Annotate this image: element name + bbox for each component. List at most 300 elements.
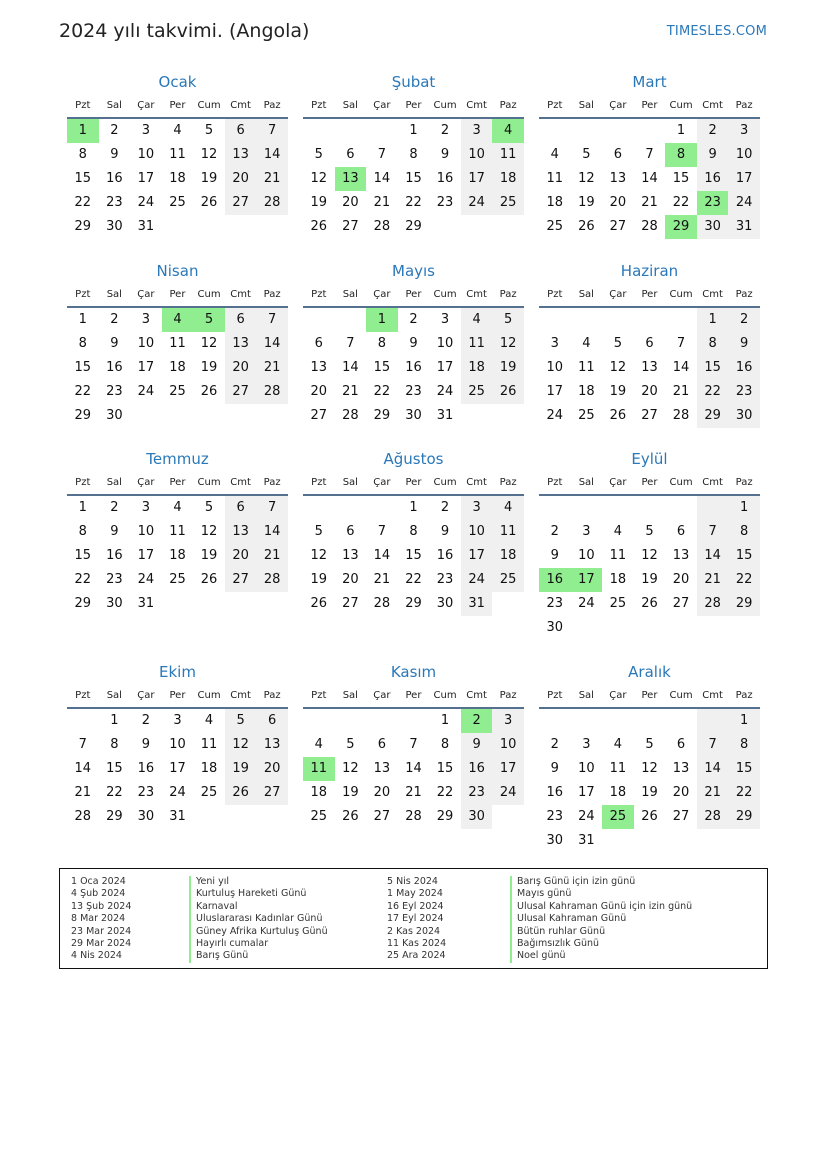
weekday-header xyxy=(303,94,524,119)
day-cell: 7 xyxy=(377,147,387,162)
day-cell: 4 xyxy=(613,524,623,539)
weekday-label: Pzt xyxy=(311,690,327,701)
day-cell: 23 xyxy=(546,809,564,824)
day-cell: 27 xyxy=(310,408,328,423)
day-cell: 25 xyxy=(200,785,218,800)
day-cell: 5 xyxy=(645,737,654,752)
day-cell: 21 xyxy=(256,356,288,380)
day-cell: 17 xyxy=(436,360,454,375)
weekday-label: Per xyxy=(169,289,186,300)
day-cell: 14 xyxy=(697,544,729,568)
day-cell: 14 xyxy=(256,143,288,167)
weekday-label: Sal xyxy=(106,690,122,701)
month-name: Aralık xyxy=(628,663,671,681)
day-cell: 19 xyxy=(641,572,658,587)
day-cell: 27 xyxy=(373,809,391,824)
day-cell: 31 xyxy=(137,596,155,611)
brand-link[interactable]: TIMESLES.COM xyxy=(666,24,767,39)
day-cell: 17 xyxy=(461,544,493,568)
day-grid xyxy=(67,308,288,428)
day-cell: 9 xyxy=(409,336,418,351)
holiday-legend xyxy=(59,868,768,969)
weekday-label: Cum xyxy=(197,289,221,300)
day-cell: 30 xyxy=(697,215,729,239)
legend-holiday-name: Yeni yıl xyxy=(189,876,328,888)
empty-cell xyxy=(303,308,335,332)
day-grid xyxy=(539,308,760,428)
day-cell: 14 xyxy=(405,761,422,776)
day-cell: 12 xyxy=(310,548,328,563)
month-name: Ocak xyxy=(158,73,197,91)
empty-cell xyxy=(539,496,571,520)
day-cell: 12 xyxy=(342,761,359,776)
weekday-label: Paz xyxy=(499,477,517,488)
day-cell: 26 xyxy=(310,219,328,234)
day-cell: 9 xyxy=(550,548,559,563)
weekday-label: Per xyxy=(405,690,422,701)
day-cell: 19 xyxy=(200,171,218,186)
day-cell: 24 xyxy=(728,191,760,215)
day-cell: 26 xyxy=(578,219,595,234)
day-cell: 7 xyxy=(256,119,288,143)
day-cell: 5 xyxy=(314,147,323,162)
day-cell: 6 xyxy=(346,147,355,162)
day-cell: 25 xyxy=(546,219,564,234)
day-cell: 10 xyxy=(728,143,760,167)
weekday-label: Çar xyxy=(609,477,627,488)
day-cell: 24 xyxy=(137,384,155,399)
day-cell: 8 xyxy=(697,332,729,356)
day-cell: 30 xyxy=(106,219,123,234)
day-cell: 4 xyxy=(582,336,591,351)
legend-date: 17 Eyl 2024 xyxy=(387,913,444,925)
day-cell: 23 xyxy=(106,384,123,399)
day-cell: 20 xyxy=(672,785,690,800)
day-cell: 27 xyxy=(256,781,288,805)
day-cell: 4 xyxy=(173,500,182,515)
day-cell: 12 xyxy=(641,548,658,563)
day-cell: 14 xyxy=(641,171,658,186)
day-cell: 13 xyxy=(256,733,288,757)
empty-cell xyxy=(335,308,367,332)
day-cell: 25 xyxy=(310,809,328,824)
weekday-label: Sal xyxy=(106,289,122,300)
empty-cell xyxy=(366,119,398,143)
day-cell: 1 xyxy=(697,308,729,332)
holiday-day-cell: 1 xyxy=(67,119,99,143)
legend-date: 11 Kas 2024 xyxy=(387,937,447,949)
empty-cell xyxy=(539,308,571,332)
day-cell: 18 xyxy=(169,548,186,563)
month-name: Temmuz xyxy=(146,450,209,468)
day-cell: 9 xyxy=(697,143,729,167)
day-cell: 11 xyxy=(578,360,595,375)
day-cell: 4 xyxy=(314,737,323,752)
day-cell: 10 xyxy=(492,733,524,757)
weekday-label: Çar xyxy=(137,690,155,701)
weekday-label: Sal xyxy=(578,289,594,300)
day-cell: 3 xyxy=(141,123,151,138)
holiday-day-cell: 25 xyxy=(602,805,634,829)
weekday-label: Paz xyxy=(499,100,517,111)
legend-date: 25 Ara 2024 xyxy=(387,950,446,962)
day-cell: 19 xyxy=(225,757,257,781)
legend-holiday-name: Hayırlı cumalar xyxy=(189,938,328,950)
empty-cell xyxy=(366,709,398,733)
day-cell: 2 xyxy=(110,312,119,327)
weekday-label: Per xyxy=(169,690,186,701)
day-cell: 17 xyxy=(137,171,155,186)
day-cell: 30 xyxy=(461,805,493,829)
day-cell: 28 xyxy=(256,191,288,215)
holiday-day-cell: 1 xyxy=(366,308,398,332)
day-cell: 25 xyxy=(169,384,186,399)
day-cell: 8 xyxy=(377,336,387,351)
day-cell: 26 xyxy=(342,809,359,824)
weekday-label: Cmt xyxy=(466,289,487,300)
day-cell: 26 xyxy=(641,809,658,824)
day-cell: 2 xyxy=(110,500,119,515)
day-grid xyxy=(67,496,288,616)
weekday-header xyxy=(539,684,760,709)
day-cell: 24 xyxy=(578,809,595,824)
day-cell: 3 xyxy=(461,496,493,520)
day-cell: 22 xyxy=(405,195,422,210)
weekday-header xyxy=(67,94,288,119)
day-cell: 3 xyxy=(141,500,151,515)
day-cell: 27 xyxy=(672,596,690,611)
day-cell: 29 xyxy=(373,408,391,423)
day-cell: 8 xyxy=(728,733,760,757)
legend-holiday-name: Güney Afrika Kurtuluş Günü xyxy=(189,926,328,938)
day-grid xyxy=(303,308,524,428)
day-cell: 25 xyxy=(578,408,595,423)
day-cell: 1 xyxy=(409,123,418,138)
day-cell: 6 xyxy=(645,336,654,351)
weekday-label: Çar xyxy=(373,690,391,701)
day-cell: 3 xyxy=(173,713,182,728)
day-cell: 3 xyxy=(728,119,760,143)
day-cell: 3 xyxy=(141,312,151,327)
legend-holiday-name: Ulusal Kahraman Günü için izin günü xyxy=(510,901,692,913)
day-cell: 1 xyxy=(440,713,450,728)
weekday-label: Paz xyxy=(735,100,753,111)
weekday-label: Paz xyxy=(263,289,281,300)
empty-cell xyxy=(571,709,603,733)
day-cell: 28 xyxy=(373,219,391,234)
day-cell: 19 xyxy=(641,785,658,800)
weekday-label: Cmt xyxy=(230,100,251,111)
empty-cell xyxy=(67,709,99,733)
legend-date: 5 Nis 2024 xyxy=(387,876,438,887)
weekday-label: Per xyxy=(405,100,422,111)
day-cell: 13 xyxy=(609,171,627,186)
holiday-day-cell: 16 xyxy=(539,568,571,592)
day-cell: 21 xyxy=(256,544,288,568)
day-cell: 22 xyxy=(697,380,729,404)
day-cell: 23 xyxy=(137,785,155,800)
day-cell: 8 xyxy=(409,524,418,539)
day-cell: 14 xyxy=(373,171,391,186)
day-cell: 8 xyxy=(728,520,760,544)
day-cell: 24 xyxy=(436,384,454,399)
holiday-day-cell: 8 xyxy=(665,143,697,167)
day-cell: 28 xyxy=(641,219,658,234)
day-cell: 14 xyxy=(697,757,729,781)
weekday-label: Per xyxy=(169,477,186,488)
day-cell: 1 xyxy=(676,123,686,138)
day-cell: 10 xyxy=(137,336,155,351)
day-cell: 15 xyxy=(728,757,760,781)
day-cell: 25 xyxy=(609,596,627,611)
day-cell: 9 xyxy=(440,147,450,162)
day-cell: 16 xyxy=(728,356,760,380)
day-cell: 7 xyxy=(676,336,686,351)
day-cell: 16 xyxy=(546,785,564,800)
month-block xyxy=(303,70,524,239)
day-cell: 9 xyxy=(110,336,119,351)
day-cell: 7 xyxy=(697,733,729,757)
weekday-label: Pzt xyxy=(547,477,563,488)
weekday-label: Paz xyxy=(735,477,753,488)
day-grid xyxy=(539,119,760,239)
day-cell: 9 xyxy=(141,737,151,752)
day-cell: 21 xyxy=(342,384,359,399)
day-cell: 26 xyxy=(200,384,218,399)
day-cell: 3 xyxy=(440,312,450,327)
day-cell: 29 xyxy=(74,219,92,234)
day-cell: 12 xyxy=(200,147,218,162)
day-cell: 31 xyxy=(728,215,760,239)
day-cell: 17 xyxy=(728,167,760,191)
day-cell: 25 xyxy=(169,572,186,587)
months-grid xyxy=(67,70,760,860)
weekday-label: Pzt xyxy=(547,100,563,111)
empty-cell xyxy=(335,119,367,143)
day-cell: 31 xyxy=(137,219,155,234)
legend-date: 1 May 2024 xyxy=(387,888,443,900)
day-cell: 28 xyxy=(373,596,391,611)
day-cell: 3 xyxy=(582,737,591,752)
day-cell: 11 xyxy=(200,737,218,752)
weekday-label: Çar xyxy=(373,100,391,111)
day-cell: 18 xyxy=(546,195,564,210)
day-cell: 23 xyxy=(106,572,123,587)
day-cell: 29 xyxy=(728,592,760,616)
day-cell: 5 xyxy=(204,123,214,138)
empty-cell xyxy=(634,496,666,520)
weekday-label: Sal xyxy=(578,100,594,111)
day-cell: 23 xyxy=(106,195,123,210)
day-cell: 30 xyxy=(405,408,422,423)
day-cell: 15 xyxy=(728,544,760,568)
day-cell: 13 xyxy=(672,761,690,776)
day-cell: 4 xyxy=(492,496,524,520)
day-cell: 21 xyxy=(697,781,729,805)
day-cell: 13 xyxy=(373,761,391,776)
day-cell: 22 xyxy=(74,572,92,587)
day-cell: 25 xyxy=(492,568,524,592)
weekday-label: Cum xyxy=(669,289,693,300)
day-cell: 14 xyxy=(342,360,359,375)
day-cell: 13 xyxy=(672,548,690,563)
holiday-day-cell: 29 xyxy=(665,215,697,239)
holiday-day-cell: 23 xyxy=(697,191,729,215)
weekday-label: Per xyxy=(169,100,186,111)
day-cell: 19 xyxy=(342,785,359,800)
day-cell: 17 xyxy=(137,360,155,375)
day-cell: 13 xyxy=(342,548,359,563)
weekday-label: Cum xyxy=(669,690,693,701)
legend-holiday-name: Bütün ruhlar Günü xyxy=(510,926,692,938)
day-cell: 8 xyxy=(409,147,418,162)
day-cell: 30 xyxy=(106,408,123,423)
day-cell: 29 xyxy=(74,596,92,611)
legend-names-right xyxy=(510,876,692,963)
day-cell: 15 xyxy=(405,548,422,563)
day-cell: 31 xyxy=(436,408,454,423)
holiday-day-cell: 11 xyxy=(303,757,335,781)
legend-date: 16 Eyl 2024 xyxy=(387,900,444,912)
day-cell: 18 xyxy=(609,572,627,587)
month-block xyxy=(539,259,760,428)
day-cell: 1 xyxy=(728,496,760,520)
month-block xyxy=(539,70,760,239)
day-cell: 1 xyxy=(409,500,418,515)
weekday-label: Pzt xyxy=(75,289,91,300)
day-cell: 12 xyxy=(492,332,524,356)
page-title: 2024 yılı takvimi. (Angola) xyxy=(59,20,310,42)
day-cell: 5 xyxy=(645,524,654,539)
weekday-header xyxy=(67,283,288,308)
day-cell: 8 xyxy=(440,737,450,752)
day-cell: 11 xyxy=(461,332,493,356)
day-cell: 7 xyxy=(256,308,288,332)
day-cell: 27 xyxy=(225,191,257,215)
holiday-day-cell: 5 xyxy=(193,308,225,332)
day-cell: 16 xyxy=(106,171,123,186)
day-cell: 6 xyxy=(613,147,623,162)
day-grid xyxy=(303,496,524,616)
day-cell: 15 xyxy=(106,761,123,776)
day-cell: 29 xyxy=(405,219,422,234)
day-cell: 3 xyxy=(550,336,559,351)
day-cell: 28 xyxy=(74,809,92,824)
legend-holiday-name: Bağımsızlık Günü xyxy=(510,938,692,950)
day-cell: 14 xyxy=(373,548,391,563)
month-name: Kasım xyxy=(390,663,437,681)
day-grid xyxy=(67,709,288,829)
weekday-header xyxy=(303,471,524,496)
legend-date: 13 Şub 2024 xyxy=(71,900,132,912)
weekday-label: Per xyxy=(405,477,422,488)
day-cell: 20 xyxy=(609,195,627,210)
weekday-label: Cmt xyxy=(230,477,251,488)
weekday-label: Cum xyxy=(433,477,457,488)
legend-holiday-name: Karnaval xyxy=(189,901,328,913)
day-cell: 10 xyxy=(137,147,155,162)
day-cell: 19 xyxy=(310,195,328,210)
weekday-label: Cum xyxy=(669,477,693,488)
weekday-label: Sal xyxy=(578,690,594,701)
day-cell: 18 xyxy=(492,544,524,568)
day-cell: 8 xyxy=(78,147,87,162)
day-cell: 1 xyxy=(728,709,760,733)
empty-cell xyxy=(335,496,367,520)
day-cell: 6 xyxy=(676,737,686,752)
day-cell: 22 xyxy=(405,572,422,587)
day-cell: 18 xyxy=(578,384,595,399)
month-block xyxy=(303,447,524,616)
day-cell: 9 xyxy=(110,147,119,162)
empty-cell xyxy=(697,709,729,733)
day-cell: 23 xyxy=(436,572,454,587)
day-cell: 10 xyxy=(461,143,493,167)
legend-date: 29 Mar 2024 xyxy=(71,937,132,949)
weekday-label: Cmt xyxy=(702,100,723,111)
empty-cell xyxy=(398,709,430,733)
holiday-day-cell: 4 xyxy=(492,119,524,143)
day-cell: 5 xyxy=(582,147,591,162)
day-cell: 30 xyxy=(546,620,564,635)
day-cell: 4 xyxy=(461,308,493,332)
legend-holiday-name: Barış Günü için izin günü xyxy=(510,876,692,888)
empty-cell xyxy=(602,709,634,733)
day-cell: 22 xyxy=(728,568,760,592)
weekday-label: Cmt xyxy=(466,100,487,111)
day-cell: 20 xyxy=(342,572,359,587)
day-cell: 9 xyxy=(110,524,119,539)
day-cell: 20 xyxy=(373,785,391,800)
day-cell: 10 xyxy=(436,336,454,351)
empty-cell xyxy=(335,709,367,733)
weekday-label: Paz xyxy=(499,690,517,701)
weekday-label: Sal xyxy=(342,100,358,111)
day-cell: 11 xyxy=(546,171,564,186)
legend-holiday-name: Barış Günü xyxy=(189,950,328,962)
empty-cell xyxy=(665,496,697,520)
weekday-label: Cmt xyxy=(466,690,487,701)
day-cell: 23 xyxy=(405,384,422,399)
day-cell: 4 xyxy=(613,737,623,752)
day-cell: 6 xyxy=(225,308,257,332)
empty-cell xyxy=(665,308,697,332)
day-cell: 27 xyxy=(609,219,627,234)
day-cell: 20 xyxy=(225,167,257,191)
weekday-label: Cum xyxy=(669,100,693,111)
empty-cell xyxy=(602,308,634,332)
weekday-label: Paz xyxy=(735,690,753,701)
weekday-label: Cmt xyxy=(702,477,723,488)
legend-dates-right xyxy=(387,876,446,963)
empty-cell xyxy=(366,496,398,520)
day-cell: 28 xyxy=(405,809,422,824)
day-cell: 17 xyxy=(578,785,595,800)
day-cell: 1 xyxy=(78,500,87,515)
weekday-label: Pzt xyxy=(75,477,91,488)
legend-holiday-name: Ulusal Kahraman Günü xyxy=(510,913,692,925)
day-cell: 14 xyxy=(256,520,288,544)
day-cell: 22 xyxy=(373,384,391,399)
day-cell: 18 xyxy=(169,171,186,186)
day-cell: 24 xyxy=(169,785,186,800)
day-cell: 11 xyxy=(169,147,186,162)
day-cell: 7 xyxy=(346,336,355,351)
day-cell: 2 xyxy=(110,123,119,138)
day-grid xyxy=(539,496,760,640)
weekday-label: Cum xyxy=(197,477,221,488)
day-cell: 23 xyxy=(436,195,454,210)
